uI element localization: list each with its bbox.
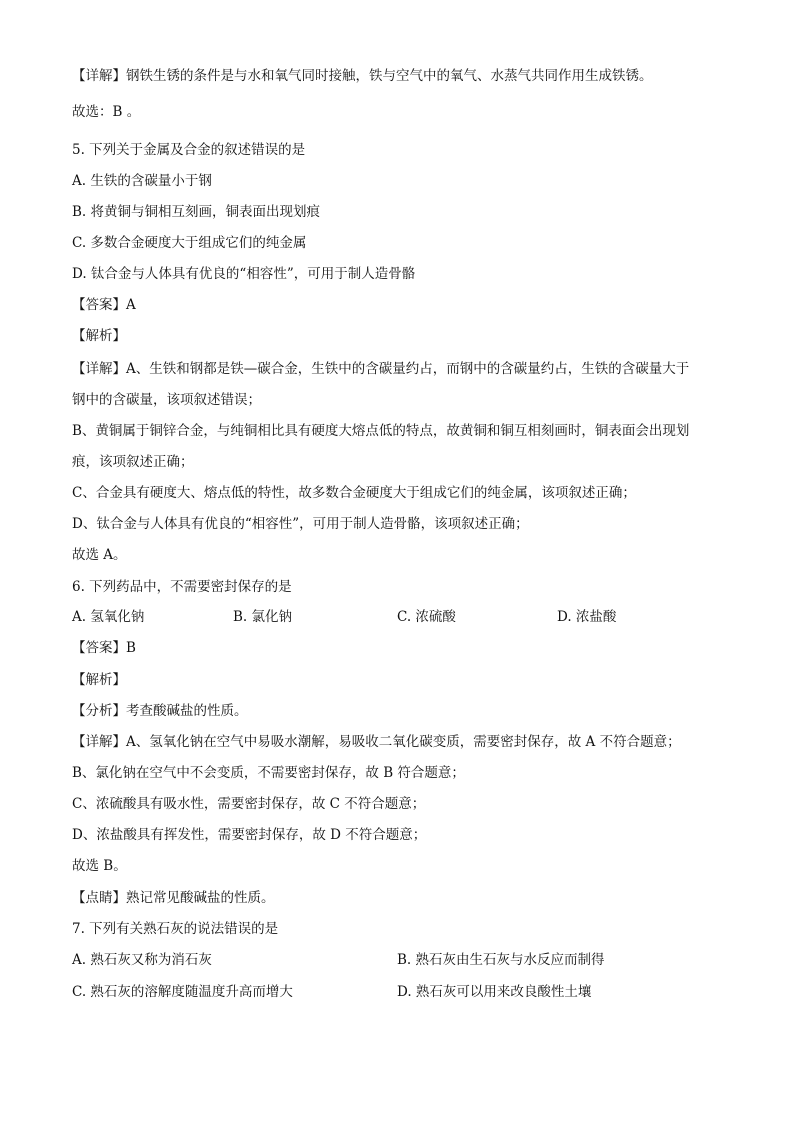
- question-7-option-a: A. 熟石灰又称为消石灰: [72, 952, 212, 968]
- question-5-stem: 5. 下列关于金属及合金的叙述错误的是: [72, 142, 306, 158]
- question-5-option-c: C. 多数合金硬度大于组成它们的纯金属: [72, 235, 307, 251]
- tip-q6: 【点睛】熟记常见酸碱盐的性质。: [72, 890, 275, 906]
- analysis-label-q6: 【解析】: [72, 672, 126, 688]
- answer-label-q6: 【答案】B: [72, 640, 136, 656]
- question-7-option-d: D. 熟石灰可以用来改良酸性土壤: [397, 984, 592, 1000]
- answer-choice-q4: 故选：B 。: [72, 104, 141, 120]
- detail-q6-line4: D、浓盐酸具有挥发性，需要密封保存，故 D 不符合题意；: [72, 827, 427, 843]
- detail-q5-line4: 痕，该项叙述正确；: [72, 454, 194, 470]
- question-6-option-b: B. 氯化钠: [233, 609, 293, 625]
- detail-q5-line2: 钢中的含碳量，该项叙述错误；: [72, 392, 261, 408]
- detail-q5-line3: B、黄铜属于铜锌合金，与纯铜相比具有硬度大熔点低的特点，故黄铜和铜互相刻画时，铜表面会出现划: [72, 423, 690, 439]
- analysis-q6: 【分析】考查酸碱盐的性质。: [72, 703, 248, 719]
- answer-choice-q6: 故选 B。: [72, 858, 127, 874]
- question-5-option-a: A. 生铁的含碳量小于钢: [72, 173, 212, 189]
- detail-q5-line6: D、钛合金与人体具有优良的“相容性”，可用于制人造骨骼，该项叙述正确；: [72, 516, 529, 532]
- detail-q4: 【详解】钢铁生锈的条件是与水和氧气同时接触，铁与空气中的氧气、水蒸气共同作用生成铁锈。: [72, 68, 653, 84]
- detail-q6-line3: C、浓硫酸具有吸水性，需要密封保存，故 C 不符合题意；: [72, 796, 426, 812]
- detail-q5-line5: C、合金具有硬度大、熔点低的特性，故多数合金硬度大于组成它们的纯金属，该项叙述正确；: [72, 485, 636, 501]
- question-7-option-c: C. 熟石灰的溶解度随温度升高而增大: [72, 984, 293, 1000]
- detail-q5-line1: 【详解】A、生铁和钢都是铁—碳合金，生铁中的含碳量约占，而钢中的含碳量约占，生铁的含碳量大于: [72, 361, 690, 377]
- detail-q6-line1: 【详解】A、氢氧化钠在空气中易吸水潮解，易吸收二氧化碳变质，需要密封保存，故 A 不符合题意；: [72, 734, 681, 750]
- question-6-option-d: D. 浓盐酸: [557, 609, 617, 625]
- answer-label-q5: 【答案】A: [72, 297, 136, 313]
- question-7-stem: 7. 下列有关熟石灰的说法错误的是: [72, 921, 279, 937]
- question-6-option-a: A. 氢氧化钠: [72, 609, 145, 625]
- question-6-option-c: C. 浓硫酸: [397, 609, 456, 625]
- question-5-option-b: B. 将黄铜与铜相互刻画，铜表面出现划痕: [72, 204, 321, 220]
- analysis-label-q5: 【解析】: [72, 328, 126, 344]
- detail-q6-line2: B、氯化钠在空气中不会变质，不需要密封保存，故 B 符合题意；: [72, 765, 465, 781]
- answer-choice-q5: 故选 A。: [72, 547, 127, 563]
- question-5-option-d: D. 钛合金与人体具有优良的“相容性”，可用于制人造骨骼: [72, 266, 416, 282]
- question-6-stem: 6. 下列药品中，不需要密封保存的是: [72, 579, 292, 595]
- question-7-option-b: B. 熟石灰由生石灰与水反应而制得: [397, 952, 605, 968]
